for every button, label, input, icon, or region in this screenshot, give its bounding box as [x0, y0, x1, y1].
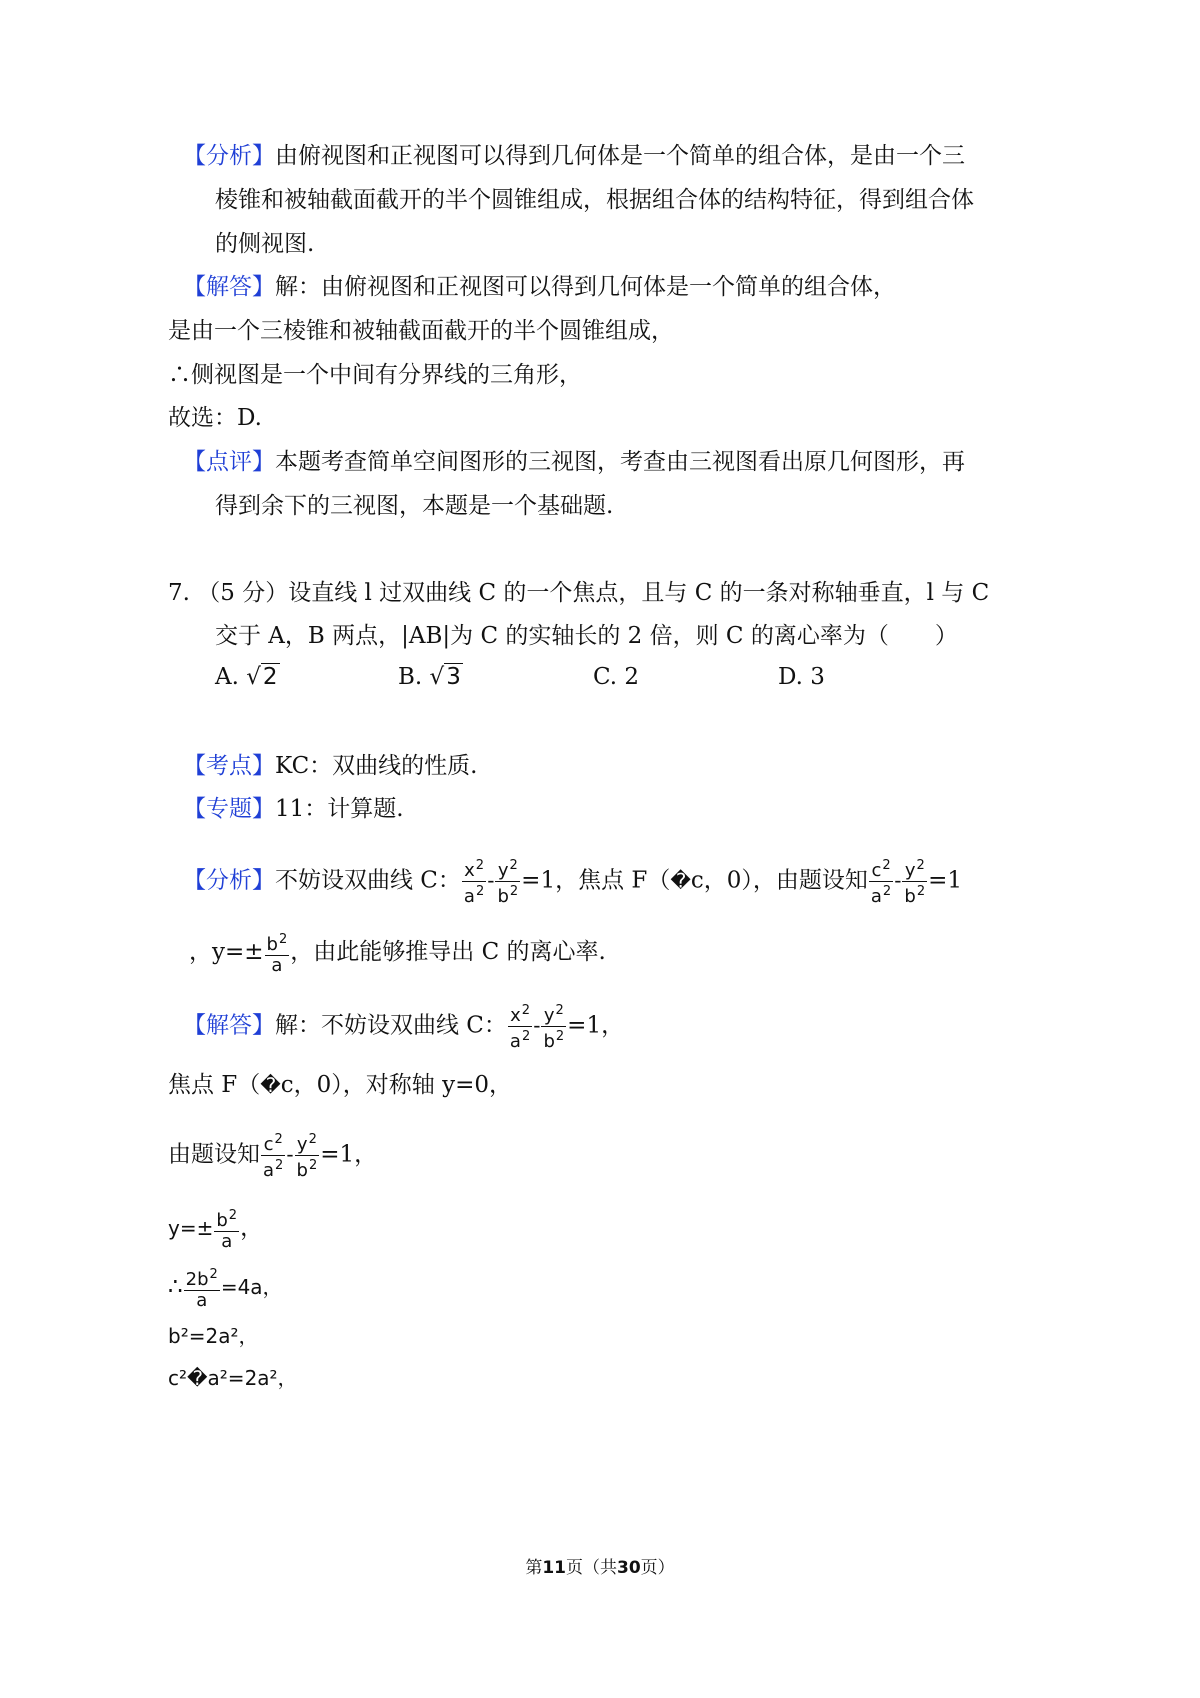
sqrt-2: √2 [246, 664, 278, 690]
choice-a: A. √2 [215, 664, 278, 690]
fraction-x2-a2: $\frac{x^2}{a^2}$ [509, 1003, 531, 1052]
fraction-y2-b2: $\frac{y^2}{b^2}$ [296, 1132, 318, 1181]
answer2-tag: 【解答】 [183, 1012, 275, 1039]
kaodian-tag: 【考点】 [183, 753, 275, 779]
answer-line-3: ∴侧视图是一个中间有分界线的三角形， [168, 362, 582, 388]
zhuanti-line [183, 793, 404, 825]
total-page-number: 30 [617, 1558, 641, 1578]
sqrt-3: √3 [429, 664, 461, 690]
analysis2-line-1: 【分析】不妨设双曲线 C： $\frac{x^2}{a^2}$ - $\frac{y^2}{b^2}$ =1，焦点 F（�c，0），由题设知 $\frac{c^2}{a^2}$ - $\frac{y^2}{b^2}$ =1 [183, 858, 963, 907]
answer2-line-4: y=± $\frac{b^2}{a}$ ， [168, 1208, 264, 1252]
analysis-line-1 [183, 140, 965, 172]
current-page-number: 11 [542, 1558, 566, 1578]
analysis-tag: 【分析】 [183, 143, 275, 169]
analysis2-tag: 【分析】 [183, 867, 275, 894]
kaodian-text: KC：双曲线的性质. [275, 753, 478, 779]
fraction-2b2-a: $\frac{2b^2}{a}$ [185, 1267, 218, 1311]
comment-line-1 [183, 446, 965, 478]
analysis-line-2: 棱锥和被轴截面截开的半个圆锥组成，根据组合体的结构特征，得到组合体 [215, 187, 974, 213]
fraction-c2-a2: $\frac{c^2}{a^2}$ [263, 1132, 284, 1181]
zhuanti-tag: 【专题】 [183, 796, 275, 822]
answer2-line-7: c²�a²=2a²， [168, 1366, 298, 1390]
answer2-line-1: 【解答】解：不妨设双曲线 C： $\frac{x^2}{a^2}$ - $\frac{y^2}{b^2}$ =1， [183, 1003, 625, 1052]
answer-text: 解：由俯视图和正视图可以得到几何体是一个简单的组合体， [275, 274, 896, 300]
answer-tag: 【解答】 [183, 274, 275, 300]
fraction-b2-a: $\frac{b^2}{a}$ [266, 932, 288, 976]
comment-text: 本题考查简单空间图形的三视图，考查由三视图看出原几何图形，再 [275, 449, 965, 475]
analysis-line-3: 的侧视图. [215, 231, 315, 257]
analysis2-line-2: ，y=± $\frac{b^2}{a}$ ，由此能够推导出 C 的离心率. [189, 932, 606, 976]
answer-line-4: 故选：D. [168, 405, 262, 431]
analysis-text: 由俯视图和正视图可以得到几何体是一个简单的组合体，是由一个三 [275, 143, 965, 169]
choice-d: D. 3 [778, 664, 825, 690]
answer2-line-2: 焦点 F（�c，0），对称轴 y=0， [168, 1072, 513, 1098]
question-7-line-1: 7. （5 分）设直线 l 过双曲线 C 的一个焦点，且与 C 的一条对称轴垂直，l 与 C [168, 580, 990, 606]
fraction-y2-b2: $\frac{y^2}{b^2}$ [904, 858, 926, 907]
zhuanti-text: 11：计算题. [275, 796, 404, 822]
fraction-y2-b2: $\frac{y^2}{b^2}$ [497, 858, 519, 907]
fraction-y2-b2: $\frac{y^2}{b^2}$ [543, 1003, 565, 1052]
answer-line-2: 是由一个三棱锥和被轴截面截开的半个圆锥组成， [168, 318, 674, 344]
page-footer: 第11页（共30页） [525, 1558, 675, 1578]
answer2-line-5: ∴ $\frac{2b^2}{a}$ =4a， [168, 1267, 283, 1311]
answer-line-1 [183, 271, 896, 303]
choice-c: C. 2 [593, 664, 640, 690]
comment-line-2: 得到余下的三视图，本题是一个基础题. [215, 493, 614, 519]
choice-b: B. √3 [398, 664, 461, 690]
fraction-c2-a2: $\frac{c^2}{a^2}$ [870, 858, 892, 907]
answer2-line-3: 由题设知 $\frac{c^2}{a^2}$ - $\frac{y^2}{b^2}$ =1， [168, 1132, 378, 1181]
fraction-x2-a2: $\frac{x^2}{a^2}$ [463, 858, 485, 907]
comment-tag: 【点评】 [183, 449, 275, 475]
answer2-line-6: b²=2a²， [168, 1324, 259, 1348]
fraction-b2-a: $\frac{b^2}{a}$ [216, 1208, 238, 1252]
question-7-line-2: 交于 A，B 两点，|AB|为 C 的实轴长的 2 倍，则 C 的离心率为（ ） [215, 623, 958, 649]
kaodian-line [183, 750, 477, 782]
